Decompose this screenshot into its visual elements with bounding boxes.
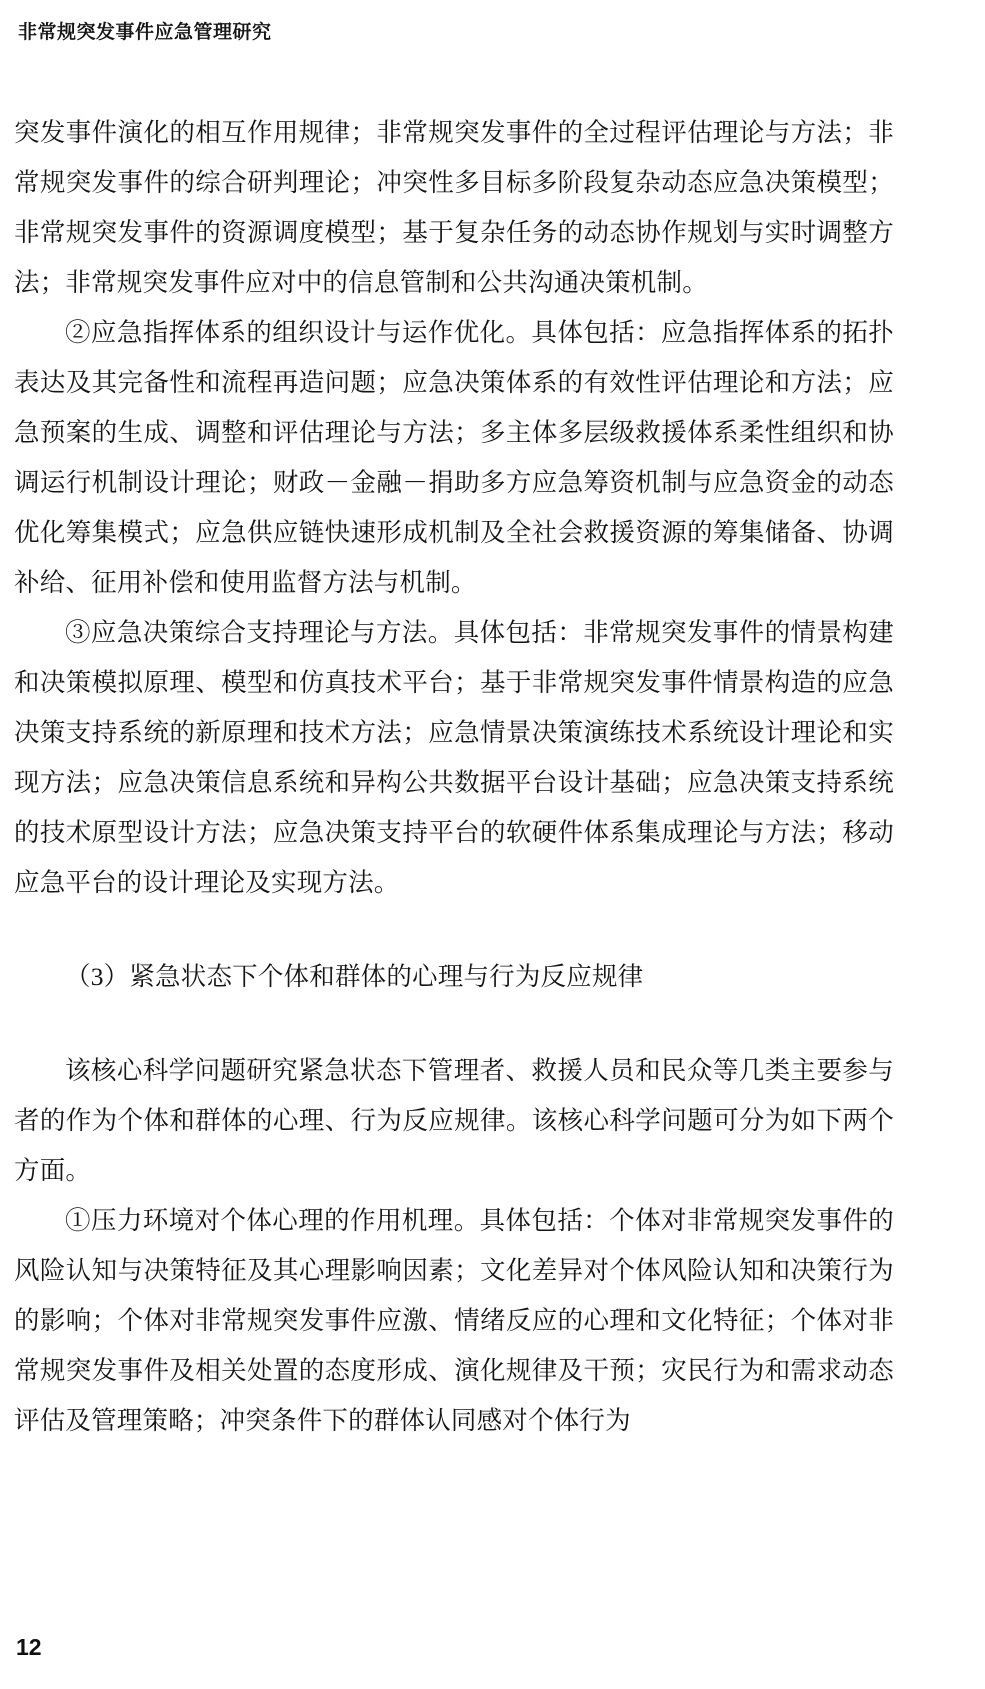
paragraph-item-3: ③应急决策综合支持理论与方法。具体包括：非常规突发事件的情景构建和决策模拟原理、模型和仿真技术平台；基于非常规突发事件情景构造的应急决策支持系统的新原理和技术方法；应急情景决策演练技术系统设计理论和实现方法；应急决策信息系统和异构公共数据平台设计基础；应急决策支持系统的技术原型设计方法；应急决策支持平台的软硬件体系集成理论与方法；移动应急平台的设计理论及实现方法。 <box>14 618 894 897</box>
paragraph-item-2: ②应急指挥体系的组织设计与运作优化。具体包括：应急指挥体系的拓扑表达及其完备性和流程再造问题；应急决策体系的有效性评估理论和方法；应急预案的生成、调整和评估理论与方法；多主体多层级救援体系柔性组织和协调运行机制设计理论；财政－金融－捐助多方应急筹资机制与应急资金的动态优化筹集模式；应急供应链快速形成机制及全社会救援资源的筹集储备、协调补给、征用补偿和使用监督方法与机制。 <box>14 318 894 597</box>
paragraph-continuation: 突发事件演化的相互作用规律；非常规突发事件的全过程评估理论与方法；非常规突发事件的综合研判理论；冲突性多目标多阶段复杂动态应急决策模型；非常规突发事件的资源调度模型；基于复杂任务的动态协作规划与实时调整方法；非常规突发事件应对中的信息管制和公共沟通决策机制。 <box>14 118 894 297</box>
body-text-block <box>14 108 894 1446</box>
running-head: 非常规突发事件应急管理研究 <box>18 22 272 43</box>
page-number: 12 <box>16 1634 42 1660</box>
paragraph-core-question: 该核心科学问题研究紧急状态下管理者、救援人员和民众等几类主要参与者的作为个体和群体的心理、行为反应规律。该核心科学问题可分为如下两个方面。 <box>14 1056 894 1185</box>
paragraph-item-1-psych: ①压力环境对个体心理的作用机理。具体包括：个体对非常规突发事件的风险认知与决策特征及其心理影响因素；文化差异对个体风险认知和决策行为的影响；个体对非常规突发事件应激、情绪反应的心理和文化特征；个体对非常规突发事件及相关处置的态度形成、演化规律及干预；灾民行为和需求动态评估及管理策略；冲突条件下的群体认同感对个体行为 <box>14 1206 894 1435</box>
section-heading-3: （3）紧急状态下个体和群体的心理与行为反应规律 <box>65 962 644 991</box>
